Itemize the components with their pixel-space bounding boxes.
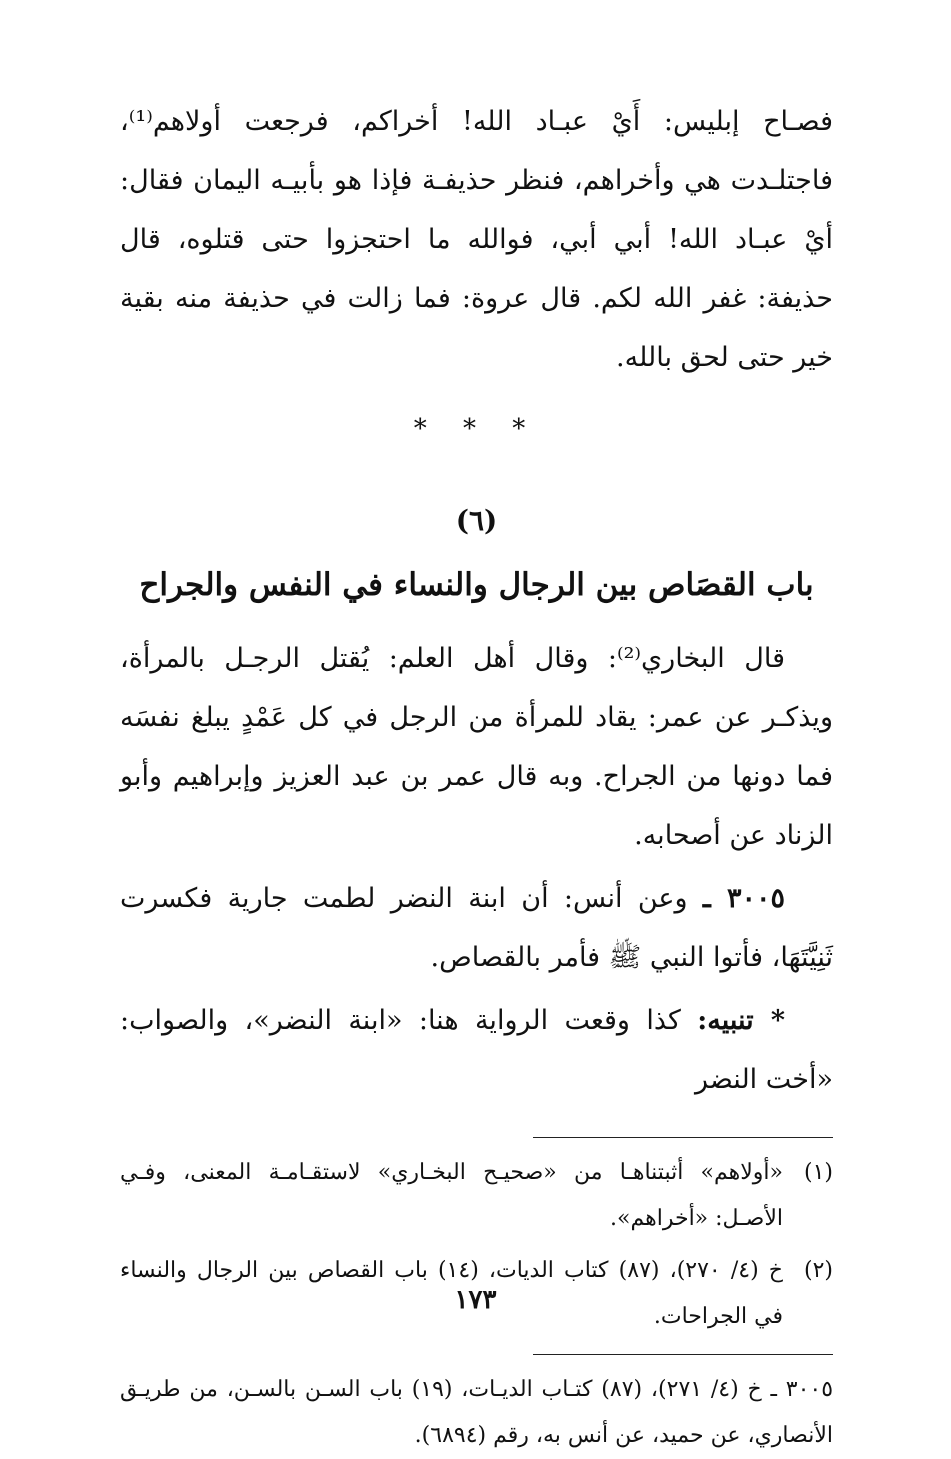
hadith-number: ٣٠٠٥ ـ [702, 883, 785, 914]
note-paragraph [120, 991, 833, 1109]
chapter-title: باب القصَاص بين الرجال والنساء في النفس والجراح [139, 567, 814, 603]
hadith-paragraph [120, 869, 833, 987]
bukhari-paragraph: قال البخاري⁽²⁾: وقال أهل العلم: يُقتل الرجـل بالمرأة، ويذكـر عن عمر: يقاد للمرأة من الرجل في كل عَمْدٍ يبلغ نفسَه فما دونها من الجراح. وبه قال عمر بن عبد العزيز وإبراهيم وأبو الزناد عن أصحابه. [120, 643, 833, 851]
page-number: ١٧٣ [454, 1285, 497, 1315]
footnote-number: (١) [803, 1160, 833, 1185]
hadith-text: وعن أنس: أن ابنة النضر لطمت جارية فكسرت ثَنِيَّتَهَا، فأتوا النبي ﷺ فأمر بالقصاص. [120, 883, 833, 973]
footnote-number: (٢) [803, 1258, 833, 1283]
section-separator-stars: * * * [413, 414, 540, 444]
top-paragraph: فصـاح إبليس: أَيْ عبـاد الله! أخراكم، فرجعت أولاهم⁽¹⁾، فاجتلـدت هي وأخراهم، فنظر حذيفـة فإذا هو بأبيـه اليمان فقال: أيْ عبـاد الله! أبي أبي، فوالله ما احتجزوا حتى قتلوه، قال حذيفة: غفر الله لكم. قال عروة: فما زالت في حذيفة منه بقية خير حتى لحق بالله. [120, 106, 833, 373]
footnote-text: خ (٤/ ٢٧٠)، (٨٧) كتاب الديات، (١٤) باب القصاص بين الرجال والنساء في الجراحات. [120, 1258, 783, 1329]
takhrij-separator [533, 1354, 833, 1355]
footnote-text: «أولاهم» أثبتناهـا من «صحيـح البخـاري» لاستقـامـة المعنى، وفـي الأصـل: «أخراهم». [120, 1160, 783, 1231]
note-label: * تنبيه: [697, 1005, 785, 1036]
footnote-separator [533, 1137, 833, 1138]
takhrij-note: ٣٠٠٥ ـ خ (٤/ ٢٧١)، (٨٧) كتـاب الديـات، (١٩) باب السـن بالسـن، من طريـق الأنصاري، عن حميد، عن أنس به، رقم (٦٨٩٤). [120, 1377, 834, 1448]
footnote-1 [120, 1150, 833, 1242]
note-text: كذا وقعت الرواية هنا: «ابنة النضر»، والصواب: «أخت النضر [120, 1005, 833, 1095]
chapter-number: (٦) [455, 504, 498, 537]
